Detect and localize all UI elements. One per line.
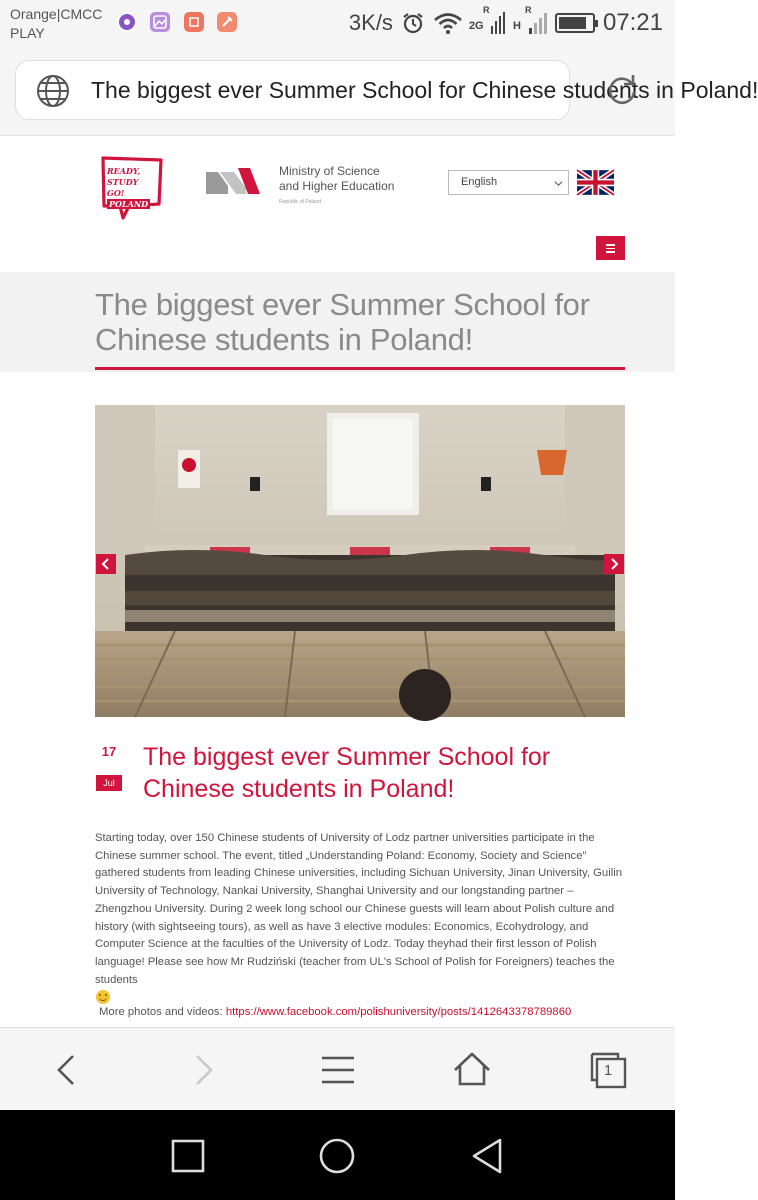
net-speed: 3K/s [348, 10, 393, 35]
menu-line [606, 244, 615, 246]
slider-prev-button[interactable] [96, 554, 116, 574]
browser-address-area [0, 48, 758, 136]
tools-icon [217, 12, 237, 32]
group-photo [95, 405, 625, 717]
more-photos-line: More photos and videos: https://www.facebook.com/polishuniversity/posts/1412643378789860 [99, 1006, 572, 1018]
uk-flag-icon[interactable] [577, 170, 614, 195]
clock: 07:21 [602, 9, 663, 36]
back-triangle-icon[interactable] [467, 1136, 507, 1176]
hamburger-menu-button[interactable] [596, 236, 625, 260]
forward-icon[interactable] [182, 1050, 222, 1090]
address-bar[interactable] [15, 60, 758, 120]
status-icons [348, 5, 663, 38]
ministry-logo-mark[interactable] [206, 166, 260, 194]
status-bar [0, 0, 675, 48]
home-icon[interactable] [452, 1050, 492, 1090]
logo-text: READY, STUDY GO! POLAND [107, 166, 149, 209]
notification-app-icon [117, 12, 137, 32]
wifi-icon [433, 11, 463, 35]
slider-next-button[interactable] [604, 554, 624, 574]
gallery-icon [150, 12, 170, 32]
signal-icon-2: R H [513, 12, 547, 34]
carrier-label: Orange|CMCC PLAY [10, 6, 103, 41]
reload-icon[interactable] [604, 72, 640, 108]
menu-icon[interactable] [318, 1050, 358, 1090]
back-icon[interactable] [48, 1050, 88, 1090]
chevron-right-icon [604, 554, 624, 574]
title-divider [95, 367, 625, 370]
app-icon [184, 12, 204, 32]
home-circle-icon[interactable] [317, 1136, 357, 1176]
chevron-left-icon [96, 554, 116, 574]
ministry-name: Ministry of Science and Higher Education [279, 164, 395, 193]
globe-icon [36, 74, 70, 108]
menu-line [606, 251, 615, 253]
facebook-link[interactable]: https://www.facebook.com/polishuniversity/posts/1412643378789860 [225, 1006, 572, 1018]
tab-count: 1 [603, 1062, 613, 1079]
battery-icon [555, 13, 595, 33]
smiley-icon [96, 990, 110, 1004]
page-title: The biggest ever Summer School for Chinese students in Poland! [95, 287, 590, 357]
alarm-icon [401, 11, 425, 35]
article-date-day: 17 [101, 744, 117, 759]
article-date-month: Jul [96, 775, 122, 791]
recents-icon[interactable] [168, 1136, 208, 1176]
signal-icon: R 2G [471, 12, 505, 34]
url-text: The biggest ever Summer School for Chinese students in Poland! [91, 77, 758, 103]
article-title: The biggest ever Summer School for Chinese students in Poland! [143, 743, 551, 803]
language-select[interactable]: English [448, 170, 569, 195]
photo-slider[interactable] [95, 405, 625, 717]
article-body: Starting today, over 150 Chinese students of University of Lodz partner universities participate in the Chinese summer school. The event, titled „Understanding Poland: Economy, Society and Science" gathered students from leading Chinese universities, including Sichuan University, Jinan University, Guilin University of Technology, Nankai University, Shanghai University and our longstanding partner – Zhengzhou University. During 2 week long school our Chinese guests will learn about Polish culture and history (with sightseeing tours), as well as have 3 elective modules: Economics, Ecohydrology, and Computer Science at the faculties of the University of Lodz. Today theyhad their first lesson of Polish language! Please see how Mr Rudziński (teacher from UL's School of Polish for Foreigners) teaches the students [95, 832, 623, 986]
chevron-down-icon [554, 179, 563, 188]
menu-line [606, 248, 615, 250]
ministry-subtitle: Republic of Poland [279, 199, 321, 205]
